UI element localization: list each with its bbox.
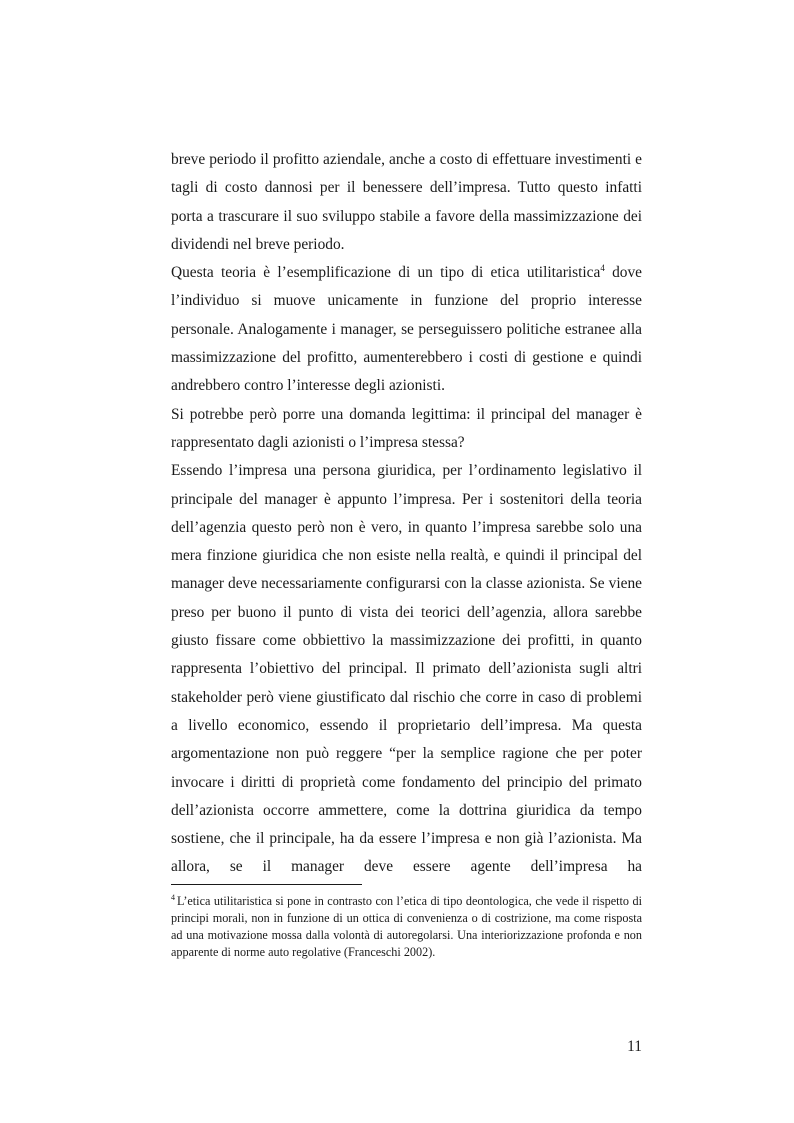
paragraph-2-text-start: Questa teoria è l’esemplificazione di un tipo di etica utilitaristica [171,264,601,282]
paragraph-2 [171,259,642,400]
footnote [171,893,642,961]
footnote-text: L’etica utilitaristica si pone in contrasto con l’etica di tipo deontologica, che vede il rispetto di principi morali, non in funzione di un ottica di convenienza o di costrizione, ma come risposta ad una motivazione mossa dalla volontà di autoregolarsi. Una interiorizzazione profonda e non apparente di norme auto regolative (Franceschi 2002). [171,894,642,959]
footnote-separator [171,884,362,885]
body-text [171,146,642,882]
footnote-reference[interactable]: 4 [600,263,605,274]
paragraph-2-text-end: dove l’individuo si muove unicamente in funzione del proprio interesse personale. Analogamente i manager, se perseguissero politiche estranee alla massimizzazione del profitto, aumenterebbero i costi di gestione e quindi andrebbero contro l’interesse degli azionisti. [171,264,643,395]
paragraph-3: Si potrebbe però porre una domanda legittima: il principal del manager è rappresentato dagli azionisti o l’impresa stessa? [171,405,642,451]
footnote-number: 4 [171,892,175,902]
paragraph-1: breve periodo il profitto aziendale, anche a costo di effettuare investimenti e tagli di costo dannosi per il benessere dell’impresa. Tutto questo infatti porta a trascurare il suo sviluppo stabile a favore della massimizzazione dei dividendi nel breve periodo. [171,151,642,253]
page-number: 11 [627,1038,642,1055]
paragraph-4: Essendo l’impresa una persona giuridica, per l’ordinamento legislativo il principale del manager è appunto l’impresa. Per i sostenitori della teoria dell’agenzia questo però non è vero, in quanto l’impresa sarebbe solo una mera finzione giuridica che non esiste nella realtà, e quindi il principal del manager deve necessariamente configurarsi con la classe azionista. Se viene preso per buono il punto di vista dei teorici dell’agenzia, allora sarebbe giusto fissare come obbiettivo la massimizzazione dei profitti, in quanto rappresenta l’obiettivo del principal. Il primato dell’azionista sugli altri stakeholder però viene giustificato dal rischio che corre in caso di problemi a livello economico, essendo il proprietario dell’impresa. Ma questa argomentazione non può reggere “per la semplice ragione che per poter invocare i diritti di proprietà come fondamento del principio del primato dell’azionista occorre ammettere, come la dottrina giuridica da tempo sostiene, che il principale, ha da essere l’impresa e non già l’azionista. Ma allora, se il manager deve essere agente dell’impresa ha [171,462,642,876]
